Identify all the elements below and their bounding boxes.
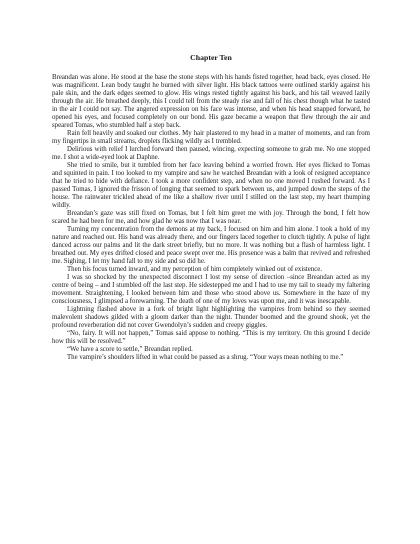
paragraph: Rain fell heavily and soaked our clothes. My hair plastered to my head in a matter of moments, and ran from my fingertips in small streams, droplets flicking wildly as I trembled. xyxy=(52,130,370,145)
paragraph: I was so shocked by the unexpected disconnect I lost my sense of direction –since Breandan acted as my centre of being – and I stumbled off the last step. He sidestepped me and I had to use my tail to steady my faltering movement. Straightening, I looked between him and those who stood above us. Somewhere in the haze of my consciousness, I glimpsed a forewarning. The death of one of my loves was upon me, and it was inescapable. xyxy=(52,274,370,305)
paragraph: Then his focus turned inward, and my perception of him completely winked out of existence. xyxy=(67,266,323,273)
paragraph: The vampire’s shoulders lifted in what could be passed as a shrug. “Your ways mean nothing to me.” xyxy=(67,354,344,361)
paragraph: Breandan was alone. He stood at the base the stone steps with his hands fisted together, head back, eyes closed. He was magnificent. Lean body taught he burned with silver light. His black tattoos were outlined starkly against his pale skin, and the dark edges seemed to glow. His wings rested tightly against his back, and his tail weaved lazily through the air. He breathed deeply, this I could tell from the steady rise and fall of his chest though what he tasted in the air I could not say. The angered expression on his face was intense, and when his head snapped forward, he opened his eyes, and focused completely on our bond. His gaze became a weapon that flew through the air and speared Tomas, who stumbled half a step back. xyxy=(52,74,370,129)
paragraph: Lightning flashed above in a fork of bright light highlighting the vampires from behind so they seemed malevolent shadows gilded with a gloom darker than the night. Thunder boomed and the ground shook, yet the profound reverberation did not cover Gwendolyn’s sudden and creepy giggles. xyxy=(52,306,370,329)
chapter-body xyxy=(52,74,370,362)
paragraph: She tried to smile, but it tumbled from her face leaving behind a worried frown. Her eyes flicked to Tomas and squinted in pain. I too looked to my vampire and saw he watched Breandan with a look of resigned acceptance that he tried to hide with defiance. I took a more confident step, and when no one moved I rushed forward. As I passed Tomas, I ignored the frisson of longing that seemed to spark between us, and jumped down the steps of the house. The rainwater trickled ahead of me like a shallow river until I stilled on the last step, my heart thumping wildly. xyxy=(52,162,370,209)
paragraph: “No, fairy. It will not happen,” Tomas said appose to nothing. “This is my territory. On this ground I decide how this will be resolved.” xyxy=(52,330,370,345)
paragraph: Delirious with relief I lurched forward then paused, wincing, expecting someone to grab me. No one stopped me. I shot a wide-eyed look at Daphne. xyxy=(52,146,370,161)
chapter-title: Chapter Ten xyxy=(190,53,232,62)
paragraph: Breandan’s gaze was still fixed on Tomas, but I felt him greet me with joy. Through the bond, I felt how scared he had been for me, and how glad he was now that I was near. xyxy=(52,210,370,225)
paragraph: “We have a score to settle,” Breandan replied. xyxy=(67,346,193,353)
paragraph: Turning my concentration from the demons at my back, I focused on him and him alone. I took a hold of my nature and reached out. His hand was already there, and our fingers laced together to clutch tightly. A pulse of light danced across our palms and lit the dark street briefly, but no more. It was nothing but a flash of harmless light. I breathed out. My eyes drifted closed and peace swept over me. His presence was a balm that revived and refreshed me. Sighing, I let my hand fall to my side and so did he. xyxy=(52,226,370,265)
